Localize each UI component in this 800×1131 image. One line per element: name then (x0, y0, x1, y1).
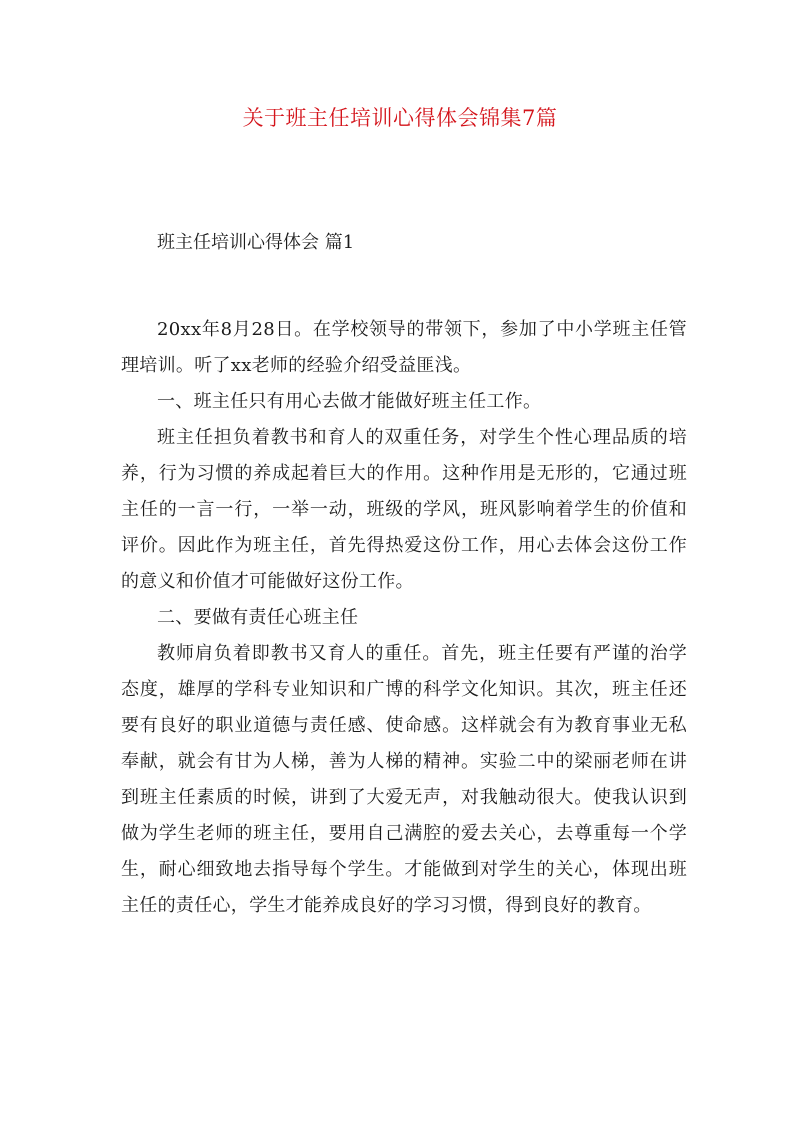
document-title: 关于班主任培训心得体会锦集7篇 (242, 106, 558, 130)
paragraph-point-two-heading: 二、要做有责任心班主任 (157, 607, 359, 628)
paragraph-point-one-body: 班主任担负着教书和育人的双重任务，对学生个性心理品质的培养，行为习惯的养成起着巨大的作用。这种作用是无形的，它通过班主任的一言一行，一举一动，班级的学风，班风影响着学生的价值和评价。因此作为班主任，首先得热爱这份工作，用心去体会这份工作的意义和价值才可能做好这份工作。 (121, 427, 687, 592)
document-body (121, 312, 687, 924)
paragraph-point-two-body: 教师肩负着即教书又育人的重任。首先，班主任要有严谨的治学态度，雄厚的学科专业知识和广博的科学文化知识。其次，班主任还要有良好的职业道德与责任感、使命感。这样就会有为教育事业无私奉献，就会有甘为人梯，善为人梯的精神。实验二中的梁丽老师在讲到班主任素质的时候，讲到了大爱无声，对我触动很大。使我认识到做为学生老师的班主任，要用自己满腔的爱去关心，去尊重每一个学生，耐心细致地去指导每个学生。才能做到对学生的关心，体现出班主任的责任心，学生才能养成良好的学习习惯，得到良好的教育。 (121, 643, 687, 916)
paragraph-intro: 20xx年8月28日。在学校领导的带领下，参加了中小学班主任管理培训。听了xx老师的经验介绍受益匪浅。 (121, 319, 687, 376)
paragraph-point-one-heading: 一、班主任只有用心去做才能做好班主任工作。 (157, 391, 542, 412)
section-heading: 班主任培训心得体会 篇1 (157, 232, 355, 253)
